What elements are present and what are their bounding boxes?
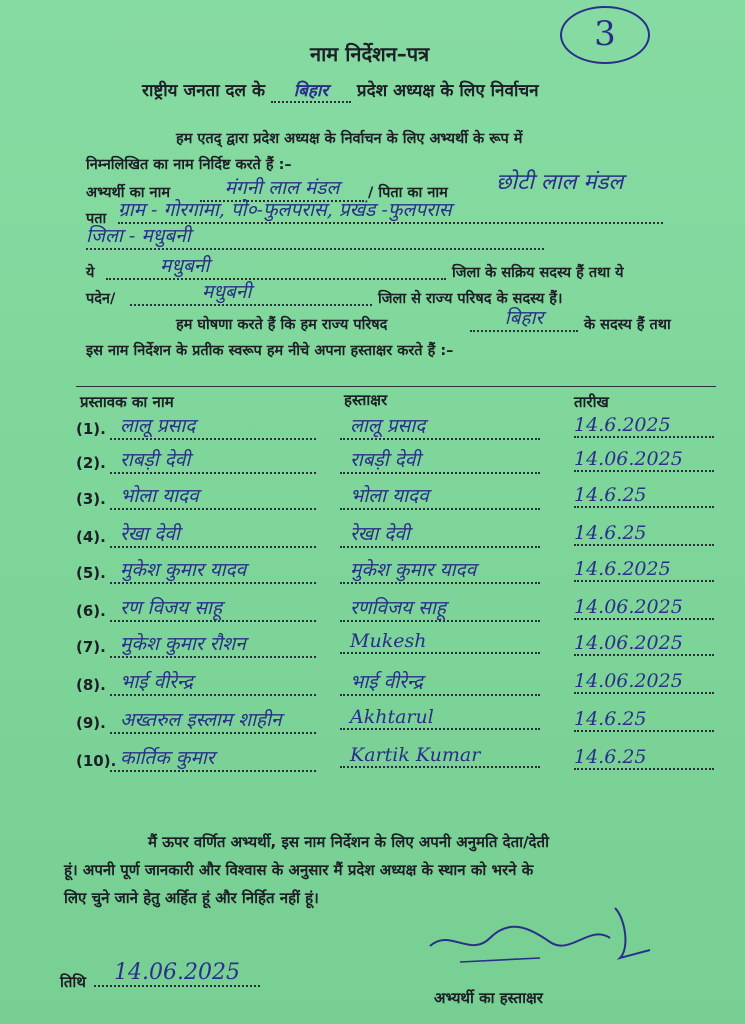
proposer-date: 14.6.25 [574, 708, 714, 732]
header-date: तारीख [574, 393, 609, 411]
proposer-date: 14.06.2025 [574, 596, 714, 620]
proposer-number: (1). [76, 420, 106, 438]
post-value: मधुबनी [130, 278, 372, 306]
proposer-signature: Mukesh [340, 630, 540, 654]
proposer-name: राबड़ी देवी [110, 446, 316, 474]
proposer-date: 14.06.2025 [574, 448, 714, 472]
subtitle-state: बिहार [271, 78, 351, 103]
header-name: प्रस्तावक का नाम [80, 393, 174, 411]
proposer-signature: Kartik Kumar [340, 744, 540, 768]
proposer-date: 14.6.25 [574, 484, 714, 508]
consent-line-3: लिए चुने जाने हेतु अर्हित हूं और निर्हित नहीं हूं। [64, 889, 319, 907]
post-prefix: पदेन/ [86, 291, 116, 307]
candidate-signature-image [420, 898, 670, 978]
proposer-signature: Akhtarul [340, 706, 540, 730]
declaration-state: बिहार [470, 304, 578, 332]
district-value: मधुबनी [106, 252, 446, 280]
table-top-rule [76, 386, 716, 387]
form-number-circle [560, 6, 650, 64]
proposer-number: (10). [76, 752, 117, 770]
proposer-number: (3). [76, 490, 106, 508]
proposer-number: (5). [76, 564, 106, 582]
proposer-name: रेखा देवी [110, 520, 316, 548]
subtitle-suffix: प्रदेश अध्यक्ष के लिए निर्वाचन [356, 81, 539, 101]
proposer-signature: रणविजय साहू [340, 594, 540, 622]
consent-line-2: हूं। अपनी पूर्ण जानकारी और विश्वास के अनुसार मैं प्रदेश अध्यक्ष के स्थान को भरने के [64, 861, 534, 879]
header-signature: हस्ताक्षर [344, 391, 388, 409]
form-number: 3 [594, 14, 616, 54]
subtitle-prefix: राष्ट्रीय जनता दल के [142, 81, 266, 101]
father-name-value: छोटी लाल मंडल [496, 170, 624, 195]
father-name-label: / पिता का नाम [368, 185, 448, 201]
proposer-date: 14.06.2025 [574, 632, 714, 656]
post-suffix: जिला से राज्य परिषद के सदस्य हैं। [378, 291, 563, 307]
district-suffix: जिला के सक्रिय सदस्य हैं तथा ये [452, 265, 624, 281]
proposer-number: (4). [76, 528, 106, 546]
proposer-name: भाई वीरेन्द्र [110, 668, 316, 696]
form-subtitle [142, 78, 539, 103]
address-line-2: जिला - मधुबनी [86, 222, 544, 250]
proposer-name: लालू प्रसाद [110, 412, 316, 440]
address-line-1: ग्राम - गोरगामा, पो०-फुलपरास, प्रखंड -फुलपरास [118, 196, 663, 224]
declaration-line-1b: के सदस्य हैं तथा [584, 317, 671, 333]
candidate-name-value: मंगनी लाल मंडल [200, 174, 364, 202]
proposer-number: (7). [76, 638, 106, 656]
proposer-date: 14.06.2025 [574, 670, 714, 694]
declaration-line-1a: हम घोषणा करते हैं कि हम राज्य परिषद [176, 317, 388, 333]
proposer-signature: रेखा देवी [340, 520, 540, 548]
date-label: तिथि [60, 973, 86, 991]
proposer-name: मुकेश कुमार यादव [110, 556, 316, 584]
proposer-date: 14.6.2025 [574, 414, 714, 438]
candidate-name-label: अभ्यर्थी का नाम [86, 185, 171, 201]
proposer-name: अख्तरुल इस्लाम शाहीन [110, 706, 316, 734]
proposer-number: (6). [76, 602, 106, 620]
intro-line-2: निम्नलिखित का नाम निर्दिष्ट करते हैं :– [86, 157, 292, 173]
proposer-signature: भोला यादव [340, 482, 540, 510]
proposer-date: 14.6.25 [574, 746, 714, 770]
proposer-number: (2). [76, 454, 106, 472]
proposer-date: 14.6.2025 [574, 558, 714, 582]
proposer-number: (8). [76, 676, 106, 694]
proposer-number: (9). [76, 714, 106, 732]
proposer-name: कार्तिक कुमार [110, 744, 316, 772]
form-title: नाम निर्देशन–पत्र [310, 42, 430, 66]
address-label: पता [86, 211, 107, 227]
proposer-signature: राबड़ी देवी [340, 446, 540, 474]
proposer-name: रण विजय साहू [110, 594, 316, 622]
intro-line-1: हम एतद् द्वारा प्रदेश अध्यक्ष के निर्वाचन के लिए अभ्यर्थी के रूप में [176, 131, 523, 147]
proposer-signature: भाई वीरेन्द्र [340, 668, 540, 696]
proposer-signature: लालू प्रसाद [340, 412, 540, 440]
date-value: 14.06.2025 [94, 960, 260, 987]
district-prefix: ये [86, 265, 95, 281]
proposer-signature: मुकेश कुमार यादव [340, 556, 540, 584]
signature-label: अभ्यर्थी का हस्ताक्षर [434, 989, 543, 1007]
declaration-line-2: इस नाम निर्देशन के प्रतीक स्वरूप हम नीचे अपना हस्ताक्षर करते हैं :– [86, 343, 454, 359]
consent-line-1: मैं ऊपर वर्णित अभ्यर्थी, इस नाम निर्देशन के लिए अपनी अनुमति देता/देती [148, 833, 549, 851]
proposer-name: भोला यादव [110, 482, 316, 510]
proposer-date: 14.6.25 [574, 522, 714, 546]
proposer-name: मुकेश कुमार रौशन [110, 630, 316, 658]
